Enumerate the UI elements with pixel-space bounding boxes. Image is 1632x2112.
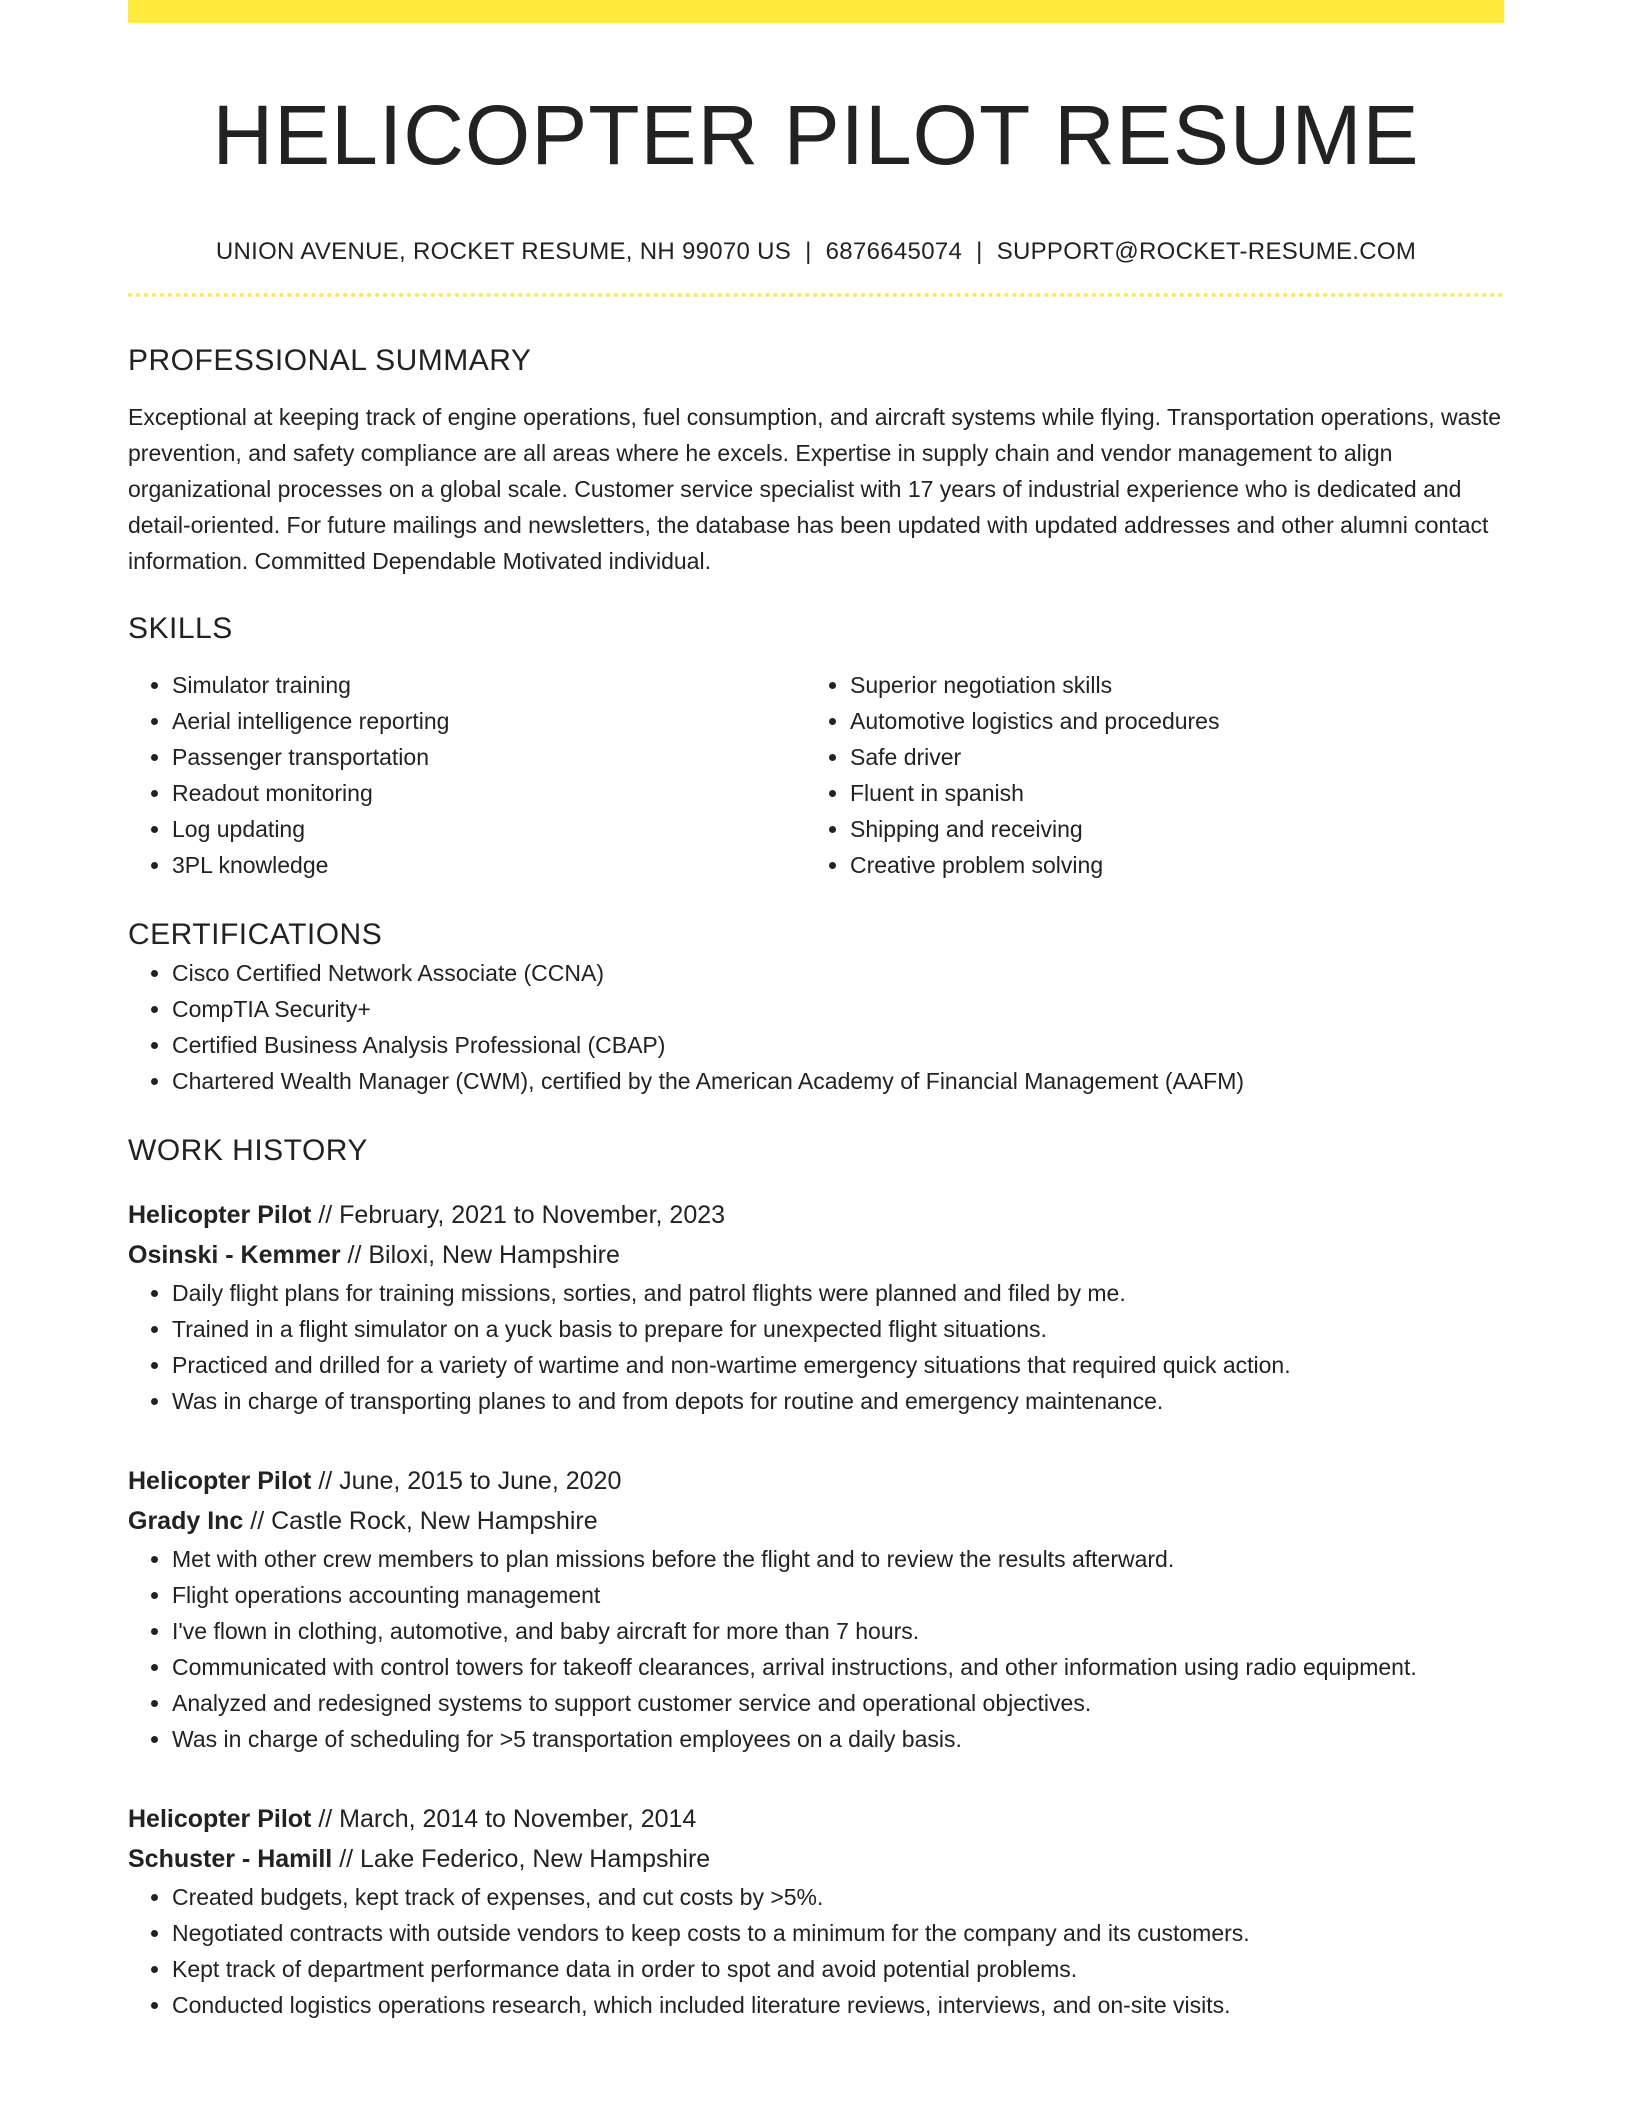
job-title-line xyxy=(128,1461,1504,1501)
skill-item: • Passenger transportation xyxy=(172,739,806,775)
top-accent-bar xyxy=(128,0,1504,23)
job-company-line xyxy=(128,1501,1504,1541)
job-bullets xyxy=(128,1541,1504,1757)
contact-address: UNION AVENUE, ROCKET RESUME, NH 99070 US xyxy=(215,238,792,265)
skills-column-right xyxy=(806,667,1484,883)
summary-text: Exceptional at keeping track of engine operations, fuel consumption, and aircraft systems while flying. Transportation operations, waste prevention, and safety compliance are all areas where he excels. Expertise in supply chain and vendor management to align organizational processes on a global scale. Customer service specialist with 17 years of industrial experience who is dedicated and detail-oriented. For future mailings and newsletters, the database has been updated with updated addresses and other alumni contact information. Committed Dependable Motivated individual. xyxy=(128,404,1502,574)
contact-separator: | xyxy=(976,238,983,265)
skills-column-left xyxy=(128,667,806,883)
skill-item: • Superior negotiation skills xyxy=(850,667,1484,703)
job-role: Helicopter Pilot xyxy=(128,1467,312,1495)
job-bullet: • Was in charge of scheduling for >5 transportation employees on a daily basis. xyxy=(172,1721,1504,1757)
job-bullet: • Conducted logistics operations research, which included literature reviews, interviews, and on-site visits. xyxy=(172,1987,1504,2023)
skill-item: • Automotive logistics and procedures xyxy=(850,703,1484,739)
job-entry xyxy=(128,1799,1504,2023)
summary-heading: PROFESSIONAL SUMMARY xyxy=(128,344,532,377)
certification-item: • Cisco Certified Network Associate (CCNA) xyxy=(172,955,1504,991)
job-location: // Biloxi, New Hampshire xyxy=(347,1241,620,1269)
certifications-list xyxy=(128,955,1504,1099)
job-role: Helicopter Pilot xyxy=(128,1201,312,1229)
job-location: // Lake Federico, New Hampshire xyxy=(339,1845,711,1873)
skill-item: • Fluent in spanish xyxy=(850,775,1484,811)
job-bullet: • Flight operations accounting management xyxy=(172,1577,1504,1613)
skill-item: • Simulator training xyxy=(172,667,806,703)
job-bullet: • Communicated with control towers for takeoff clearances, arrival instructions, and other information using radio equipment. xyxy=(172,1649,1504,1685)
job-role: Helicopter Pilot xyxy=(128,1805,312,1833)
resume-title: HELICOPTER PILOT RESUME xyxy=(212,88,1420,182)
job-title-line xyxy=(128,1799,1504,1839)
job-bullet: • Met with other crew members to plan missions before the flight and to review the results afterward. xyxy=(172,1541,1504,1577)
job-company-line xyxy=(128,1839,1504,1879)
job-bullet: • Daily flight plans for training missions, sorties, and patrol flights were planned and filed by me. xyxy=(172,1275,1504,1311)
job-dates: // February, 2021 to November, 2023 xyxy=(318,1201,726,1229)
job-company: Grady Inc xyxy=(128,1507,244,1535)
job-entry xyxy=(128,1195,1504,1419)
job-bullets xyxy=(128,1275,1504,1419)
contact-separator: | xyxy=(805,238,812,265)
dotted-divider xyxy=(128,293,1504,297)
skill-item: • Log updating xyxy=(172,811,806,847)
skill-item: • Creative problem solving xyxy=(850,847,1484,883)
resume-page xyxy=(128,0,1504,2023)
contact-phone[interactable]: 6876645074 xyxy=(825,238,963,265)
certifications-heading: CERTIFICATIONS xyxy=(128,918,383,951)
job-title-line xyxy=(128,1195,1504,1235)
skill-item: • Safe driver xyxy=(850,739,1484,775)
job-bullets xyxy=(128,1879,1504,2023)
skills-grid xyxy=(128,667,1504,883)
contact-email[interactable]: SUPPORT@ROCKET-RESUME.COM xyxy=(996,238,1417,265)
certification-item: • Certified Business Analysis Professional (CBAP) xyxy=(172,1027,1504,1063)
job-company: Schuster - Hamill xyxy=(128,1845,333,1873)
job-dates: // March, 2014 to November, 2014 xyxy=(318,1805,697,1833)
job-bullet: • Kept track of department performance data in order to spot and avoid potential problems. xyxy=(172,1951,1504,1987)
job-bullet: • I've flown in clothing, automotive, and baby aircraft for more than 7 hours. xyxy=(172,1613,1504,1649)
certification-item: • Chartered Wealth Manager (CWM), certified by the American Academy of Financial Management (AAFM) xyxy=(172,1063,1504,1099)
skills-list-right xyxy=(806,667,1484,883)
job-company: Osinski - Kemmer xyxy=(128,1241,341,1269)
contact-line xyxy=(128,237,1504,267)
skill-item: • Aerial intelligence reporting xyxy=(172,703,806,739)
job-bullet: • Was in charge of transporting planes to and from depots for routine and emergency maintenance. xyxy=(172,1383,1504,1419)
job-company-line xyxy=(128,1235,1504,1275)
job-bullet: • Negotiated contracts with outside vendors to keep costs to a minimum for the company and its customers. xyxy=(172,1915,1504,1951)
job-bullet: • Created budgets, kept track of expenses, and cut costs by >5%. xyxy=(172,1879,1504,1915)
job-entry xyxy=(128,1461,1504,1757)
skill-item: • Readout monitoring xyxy=(172,775,806,811)
skills-list-left xyxy=(128,667,806,883)
skill-item: • Shipping and receiving xyxy=(850,811,1484,847)
skills-heading: SKILLS xyxy=(128,612,233,645)
job-bullet: • Analyzed and redesigned systems to support customer service and operational objectives. xyxy=(172,1685,1504,1721)
job-bullet: • Practiced and drilled for a variety of wartime and non-wartime emergency situations that required quick action. xyxy=(172,1347,1504,1383)
certification-item: • CompTIA Security+ xyxy=(172,991,1504,1027)
job-bullet: • Trained in a flight simulator on a yuck basis to prepare for unexpected flight situations. xyxy=(172,1311,1504,1347)
job-location: // Castle Rock, New Hampshire xyxy=(250,1507,598,1535)
work-history-heading: WORK HISTORY xyxy=(128,1134,368,1167)
skill-item: • 3PL knowledge xyxy=(172,847,806,883)
job-dates: // June, 2015 to June, 2020 xyxy=(318,1467,622,1495)
